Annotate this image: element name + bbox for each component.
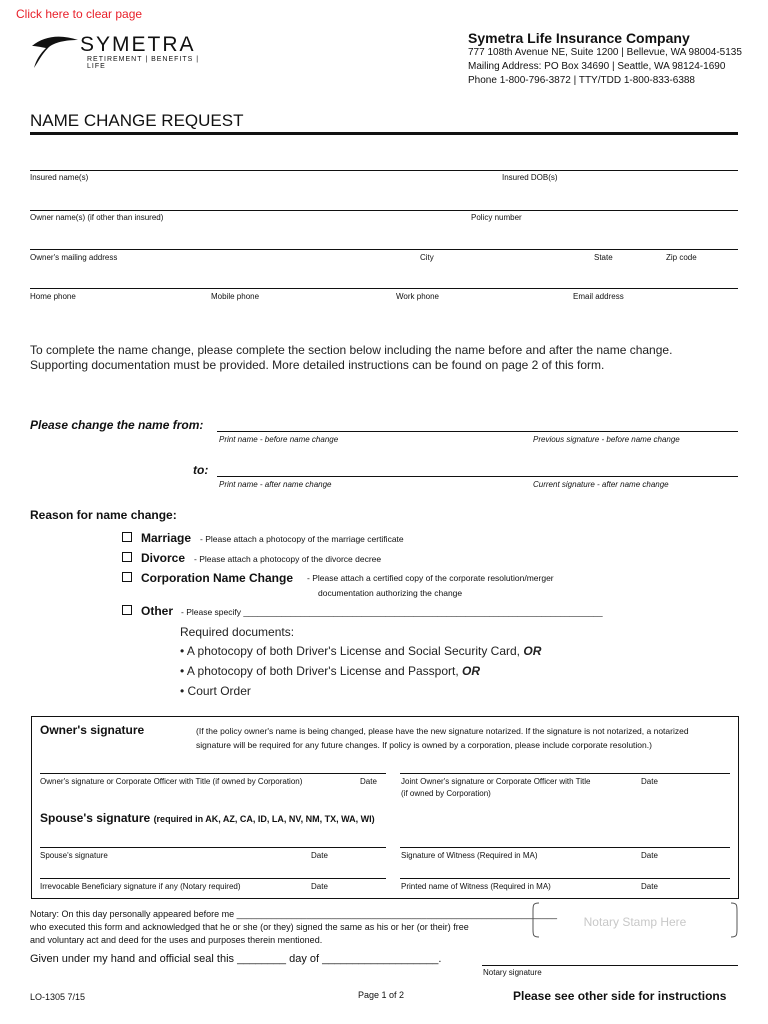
address-row-line[interactable] [30,249,738,250]
beneficiary-date-label: Date [311,882,328,891]
spouse-signature-title [40,811,375,825]
reason-heading: Reason for name change: [30,508,177,522]
email-label: Email address [573,292,624,301]
corporation-label: Corporation Name Change [141,571,294,585]
owner-signature-line[interactable] [40,773,386,774]
mobile-phone-label: Mobile phone [211,292,260,301]
state-label: State [594,253,613,262]
owner-signature-label: Owner's signature or Corporate Officer with Title (if owned by Corporation) [40,777,303,786]
witness-print-label: Printed name of Witness (Required in MA) [401,882,551,891]
mailing-address-label: Owner's mailing address [30,253,118,262]
corporation-note-2: documentation authorizing the change [318,588,463,598]
divorce-note: - Please attach a photocopy of the divorce decree [194,554,382,564]
divorce-label: Divorce [141,551,186,565]
required-doc-1 [180,644,541,658]
witness-print-date-label: Date [641,882,658,891]
home-phone-label: Home phone [30,292,76,301]
see-other-side: Please see other side for instructions [513,989,727,1003]
required-doc-2 [180,664,480,678]
notary-stamp-label: Notary Stamp Here [583,915,687,929]
zip-label: Zip code [666,253,697,262]
other-label: Other [141,604,174,618]
name-before-line[interactable] [217,431,738,432]
phone-row-line[interactable] [30,288,738,289]
change-from-label: Please change the name from: [30,418,204,432]
swoosh-icon [30,32,80,72]
insured-name-label: Insured name(s) [30,173,89,182]
joint-owner-label-2: (if owned by Corporation) [401,789,491,798]
print-before-label: Print name - before name change [219,435,339,444]
given-under-seal: Given under my hand and official seal this ________ day of ___________________. [30,953,442,965]
owner-name-label: Owner name(s) (if other than insured) [30,213,164,222]
notary-stamp-area [531,901,739,939]
clear-page-link[interactable]: Click here to clear page [16,7,143,21]
notary-signature-line[interactable] [482,965,738,966]
other-specify-field[interactable]: - Please specify ____________________________________________________________________________ [181,607,603,617]
corporation-checkbox[interactable] [122,572,132,582]
marriage-checkbox[interactable] [122,532,132,542]
owner-signature-title: Owner's signature [40,723,145,737]
other-checkbox[interactable] [122,605,132,615]
spouse-signature-line[interactable] [40,847,386,848]
spouse-states: (required in AK, AZ, CA, ID, LA, NV, NM, TX, WA, WI) [153,814,375,824]
notary-line-3: and voluntary act and deed for the uses and purposes therein mentioned. [30,935,323,945]
instructions-line-1: To complete the name change, please complete the section below including the name before and after the name change. [30,343,673,357]
witness-date-label: Date [641,851,658,860]
company-mailing: Mailing Address: PO Box 34690 | Seattle, WA 98124-1690 [468,61,726,72]
joint-owner-date-label: Date [641,777,658,786]
spouse-date-label: Date [311,851,328,860]
divorce-checkbox[interactable] [122,552,132,562]
page-title: NAME CHANGE REQUEST [30,111,244,130]
instructions-line-2: Supporting documentation must be provided. More detailed instructions can be found on page 2 of this form. [30,358,605,372]
notary-line-1: Notary: On this day personally appeared before me ________________________________________________________________ [30,909,557,919]
corporation-note-1: - Please attach a certified copy of the corporate resolution/merger [307,573,554,583]
symetra-logo [30,32,220,72]
joint-owner-label-1: Joint Owner's signature or Corporate Officer with Title [401,777,591,786]
owner-row-line[interactable] [30,210,738,211]
marriage-note: - Please attach a photocopy of the marriage certificate [200,534,404,544]
title-divider [30,132,738,135]
witness-signature-line[interactable] [400,847,730,848]
owner-signature-note-1: (If the policy owner's name is being changed, please have the new signature notarized. If the signature is not notarized, a notarized [196,726,689,736]
required-doc-1-text: • A photocopy of both Driver's License and Social Security Card, [180,644,521,658]
beneficiary-signature-label: Irrevocable Beneficiary signature if any (Notary required) [40,882,241,891]
spouse-title-text: Spouse's signature [40,811,151,825]
insured-row-line[interactable] [30,170,738,171]
company-phone: Phone 1-800-796-3872 | TTY/TDD 1-800-833-6388 [468,75,695,86]
company-info [468,30,758,88]
owner-date-label: Date [360,777,377,786]
insured-dob-label: Insured DOB(s) [502,173,558,182]
logo-tagline: RETIREMENT | BENEFITS | LIFE [87,56,200,70]
print-after-label: Print name - after name change [219,480,332,489]
policy-number-label: Policy number [471,213,522,222]
owner-signature-note-2: signature will be required for any future changes. If policy is owned by a corporation, please include corporate resolution.) [196,740,652,750]
spouse-signature-label: Spouse's signature [40,851,108,860]
current-signature-label: Current signature - after name change [533,480,669,489]
company-address: 777 108th Avenue NE, Suite 1200 | Bellevue, WA 98004-5135 [468,47,742,58]
notary-line-2: who executed this form and acknowledged that he or she (or they) signed the same as his or her (or their) free [30,922,469,932]
instructions [30,343,738,373]
required-doc-2-text: • A photocopy of both Driver's License and Passport, [180,664,459,678]
joint-owner-signature-line[interactable] [400,773,730,774]
logo-wordmark: SYMETRA [80,33,196,56]
required-documents-label: Required documents: [180,625,295,639]
or-1: OR [523,644,542,658]
work-phone-label: Work phone [396,292,439,301]
change-to-label: to: [193,463,209,477]
or-2: OR [462,664,480,678]
notary-signature-label: Notary signature [483,968,542,977]
page-number: Page 1 of 2 [358,990,405,1000]
form-id: LO-1305 7/15 [30,992,86,1002]
beneficiary-signature-line[interactable] [40,878,386,879]
name-after-line[interactable] [217,476,738,477]
witness-signature-label: Signature of Witness (Required in MA) [401,851,538,860]
company-name: Symetra Life Insurance Company [468,30,690,46]
witness-print-line[interactable] [400,878,730,879]
marriage-label: Marriage [141,531,192,545]
previous-signature-label: Previous signature - before name change [533,435,680,444]
city-label: City [420,253,434,262]
required-doc-3: • Court Order [180,684,251,698]
